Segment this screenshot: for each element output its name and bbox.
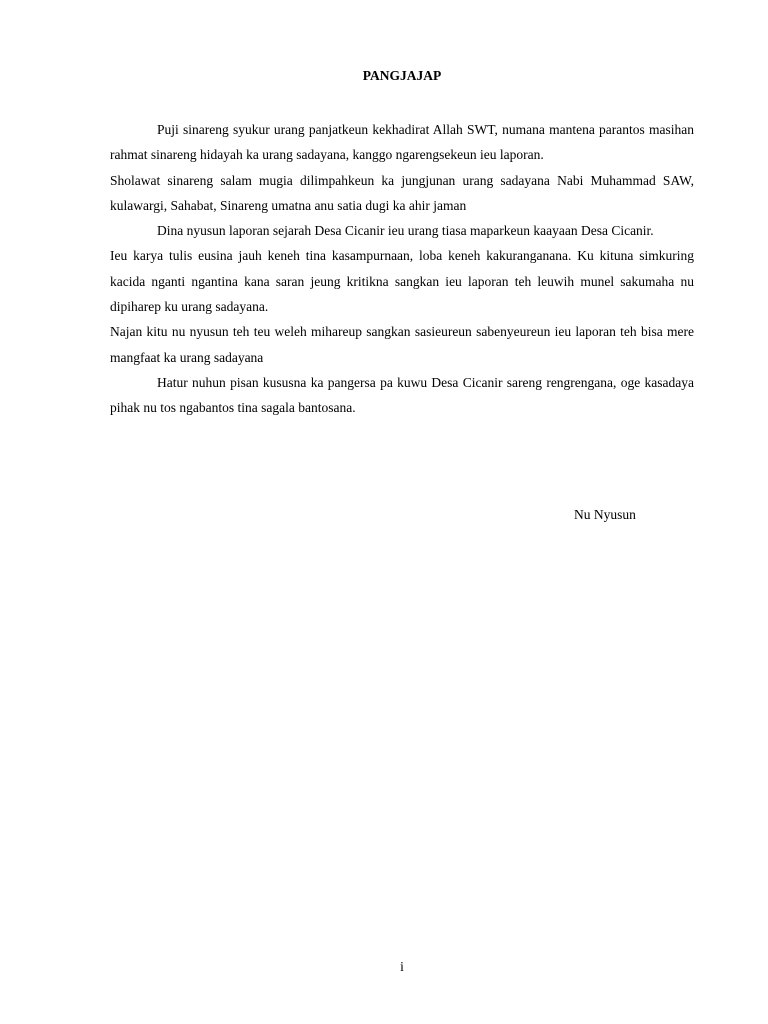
paragraph-sholawat: Sholawat sinareng salam mugia dilimpahkeun ka jungjunan urang sadayana Nabi Muhammad SAW, kulawargi, Sahabat, Sinareng umatna anu satia dugi ka ahir jaman (110, 172, 694, 213)
paragraph-thanks: Hatur nuhun pisan kususna ka pangersa pa kuwu Desa Cicanir sareng rengrengana, oge kasadaya pihak nu tos ngabantos tina sagala bantosana. (110, 374, 694, 416)
signature: Nu Nyusun (574, 507, 636, 522)
body-text (110, 117, 694, 421)
page-title: PANGJAJAP (362, 68, 442, 83)
paragraph-report-purpose: Dina nyusun laporan sejarah Desa Cicanir ieu urang tiasa maparkeun kaayaan Desa Cicanir. (157, 223, 654, 239)
page-number: i (400, 959, 404, 974)
paragraph-opening: Puji sinareng syukur urang panjatkeun kekhadirat Allah SWT, numana mantena parantos masihan rahmat sinareng hidayah ka urang sadayana, kanggo ngarengsekeun ieu laporan. (110, 122, 694, 163)
paragraph-shortcomings: Ieu karya tulis eusina jauh keneh tina kasampurnaan, loba keneh kakuranganana. Ku kituna simkuring kacida nganti ngantina kana saran jeung kritikna sangkan ieu laporan teh leuwih munel sakumaha nu dipiharep ku urang sadayana. (110, 248, 694, 315)
paragraph-hope: Najan kitu nu nyusun teh teu weleh mihareup sangkan sasieureun sabenyeureun ieu laporan teh bisa mere mangfaat ka urang sadayana (110, 324, 694, 365)
